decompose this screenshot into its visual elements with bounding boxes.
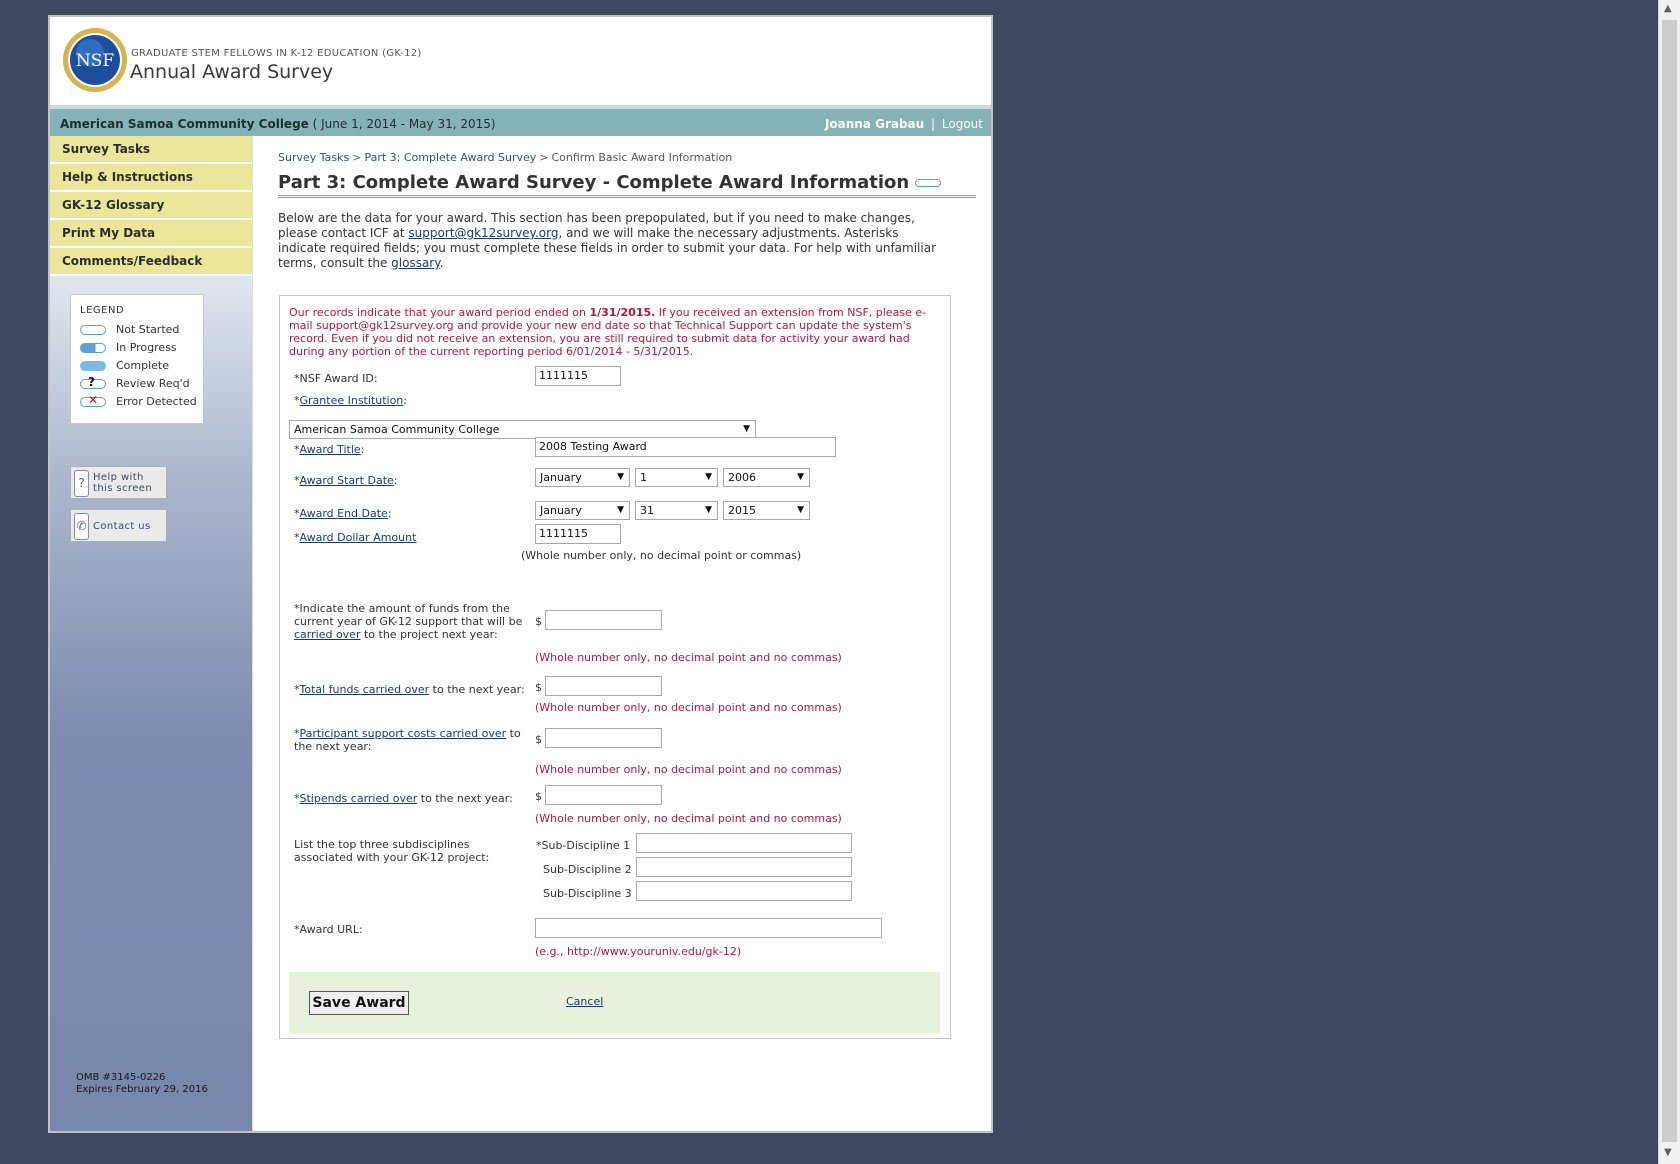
end-month-select[interactable]: January ▼ <box>535 501 630 520</box>
intro-text: Below are the data for your award. This section has been prepopulated, but if you need to make changes, please contact ICF at support@gk12survey.org, and we will make the necessary adjustments. Asterisks indicate required fields; you must complete these fields in order to submit your data. For help with unfamiliar terms, consult the glossary. <box>278 211 936 270</box>
total-funds-carried-over-label: *Total funds carried over to the next year: <box>294 683 525 696</box>
complete-icon <box>80 361 106 371</box>
end-year-select[interactable]: 2015 ▼ <box>723 501 810 520</box>
subdisciplines-label: List the top three subdisciplines associated with your GK-12 project: <box>294 838 490 864</box>
start-day-select[interactable]: 1 ▼ <box>635 468 718 487</box>
chevron-down-icon: ▼ <box>705 505 712 515</box>
start-year-select[interactable]: 2006 ▼ <box>723 468 810 487</box>
help-with-screen-button[interactable]: ? Help with this screen <box>70 466 167 499</box>
phone-icon: ✆ <box>74 513 89 540</box>
carried-over-link[interactable]: carried over <box>294 628 361 641</box>
sub-discipline-2-label: Sub-Discipline 2 <box>543 863 632 876</box>
scroll-down-arrow-icon[interactable]: ▼ <box>1664 1147 1672 1158</box>
cancel-link[interactable]: Cancel <box>566 995 604 1008</box>
form-actions <box>289 972 940 1034</box>
nav-survey-tasks[interactable]: Survey Tasks <box>50 136 252 164</box>
page-frame <box>48 15 993 1133</box>
award-url-hint: (e.g., http://www.youruniv.edu/gk-12) <box>535 945 742 958</box>
header-subtitle: GRADUATE STEM FELLOWS IN K-12 EDUCATION (GK-12) <box>131 48 422 59</box>
scrollbar-thumb[interactable] <box>1662 20 1677 1142</box>
award-dollar-amount-link[interactable]: Award Dollar Amount <box>299 531 417 544</box>
carryover-funds-input[interactable] <box>545 610 662 630</box>
grantee-institution-select[interactable]: American Samoa Community College ▼ <box>289 420 756 439</box>
award-title-label: *Award Title: <box>294 443 365 456</box>
grantee-institution-link[interactable]: Grantee Institution <box>299 394 404 407</box>
chevron-down-icon: ▼ <box>705 472 712 482</box>
nav-print-my-data[interactable]: Print My Data <box>50 220 252 248</box>
participant-support-input[interactable] <box>545 728 662 748</box>
carryover-funds-hint: (Whole number only, no decimal point and no commas) <box>535 651 842 664</box>
omb-notice: OMB #3145-0226 Expires February 29, 2016 <box>76 1072 208 1095</box>
award-dollar-amount-label: *Award Dollar Amount <box>294 531 417 544</box>
breadcrumb: Survey Tasks > Part 3: Complete Award Survey > Confirm Basic Award Information <box>278 151 733 164</box>
user-separator: | <box>931 117 936 131</box>
institution-info <box>60 117 496 131</box>
chevron-down-icon: ▼ <box>797 472 804 482</box>
user-name: Joanna Grabau <box>824 117 925 131</box>
not-started-status-icon <box>915 179 941 187</box>
nsf-logo <box>62 27 128 93</box>
save-award-button[interactable]: Save Award <box>309 991 409 1015</box>
main-content <box>252 136 992 1131</box>
glossary-link[interactable]: glossary <box>391 256 440 270</box>
user-area <box>825 117 983 131</box>
end-day-select[interactable]: 31 ▼ <box>635 501 718 520</box>
site-header <box>50 17 991 105</box>
award-start-date-label: *Award Start Date: <box>294 474 398 487</box>
chevron-down-icon: ▼ <box>617 472 624 482</box>
award-form <box>279 295 951 1039</box>
total-funds-carried-over-link[interactable]: Total funds carried over <box>299 683 430 696</box>
currency-symbol: $ <box>535 790 542 803</box>
nav-comments-feedback[interactable]: Comments/Feedback <box>50 248 252 276</box>
breadcrumb-current: Confirm Basic Award Information <box>551 151 733 164</box>
app-title: Annual Award Survey <box>130 61 334 83</box>
logout-link[interactable]: Logout <box>941 117 983 131</box>
award-period-warning: Our records indicate that your award period ended on 1/31/2015. If you received an extension from NSF, please e-mail support@gk12survey.org and provide your new end date so that Technical Support can update the system's record. Even if you did not receive an extension, you are still required to submit data for activity your award had during any portion of the current reporting period 6/01/2014 - 5/31/2015. <box>289 306 927 358</box>
contact-us-button[interactable]: ✆ Contact us <box>70 509 167 542</box>
grantee-institution-label: *Grantee Institution: <box>294 394 407 407</box>
svg-text:NSF: NSF <box>75 51 115 71</box>
institution-name: American Samoa Community College <box>60 117 309 131</box>
breadcrumb-survey-tasks[interactable]: Survey Tasks <box>278 151 350 164</box>
nav-glossary[interactable]: GK-12 Glossary <box>50 192 252 220</box>
award-url-label: *Award URL: <box>294 923 363 936</box>
award-end-date-link[interactable]: Award End Date <box>299 507 388 520</box>
amount-hint: (Whole number only, no decimal point or commas) <box>521 549 802 562</box>
sub-discipline-1-input[interactable] <box>636 833 852 853</box>
stipends-carried-over-link[interactable]: Stipends carried over <box>299 792 418 805</box>
page-title: Part 3: Complete Award Survey - Complete Award Information <box>278 172 976 198</box>
in-progress-icon <box>80 343 106 353</box>
award-title-link[interactable]: Award Title <box>299 443 361 456</box>
breadcrumb-part3[interactable]: Part 3: Complete Award Survey <box>364 151 537 164</box>
carryover-funds-label: *Indicate the amount of funds from the current year of GK-12 support that will be carried over to the project next year: <box>294 602 523 641</box>
sidebar <box>50 136 252 1131</box>
status-legend: LEGEND Not Started In Progress Complete ? Review Req'd ✕ Error Detected <box>70 294 204 424</box>
stipends-carried-over-input[interactable] <box>545 785 662 805</box>
award-id-label: *NSF Award ID: <box>294 372 378 385</box>
chevron-down-icon: ▼ <box>743 424 750 434</box>
participant-support-label: *Participant support costs carried over to the next year: <box>294 727 521 753</box>
legend-title: LEGEND <box>80 305 125 316</box>
participant-support-link[interactable]: Participant support costs carried over <box>299 727 507 740</box>
info-bar <box>50 105 991 136</box>
not-started-icon <box>80 325 106 335</box>
reporting-period: ( June 1, 2014 - May 31, 2015) <box>312 117 496 131</box>
award-start-date-link[interactable]: Award Start Date <box>299 474 394 487</box>
currency-symbol: $ <box>535 681 542 694</box>
currency-symbol: $ <box>535 615 542 628</box>
sub-discipline-2-input[interactable] <box>636 857 852 877</box>
nav-help-instructions[interactable]: Help & Instructions <box>50 164 252 192</box>
award-end-date-label: *Award End Date: <box>294 507 392 520</box>
support-email-link[interactable]: support@gk12survey.org <box>408 226 559 240</box>
sidebar-nav <box>50 136 252 276</box>
chevron-down-icon: ▼ <box>797 505 804 515</box>
stipends-carried-over-label: *Stipends carried over to the next year: <box>294 792 513 805</box>
total-funds-hint: (Whole number only, no decimal point and no commas) <box>535 701 842 714</box>
window-scrollbar[interactable] <box>1658 0 1680 1164</box>
award-title-input[interactable]: 2008 Testing Award <box>535 437 836 457</box>
review-required-icon: ? <box>80 379 106 389</box>
award-id-input[interactable]: 1111115 <box>535 366 621 386</box>
participant-support-hint: (Whole number only, no decimal point and no commas) <box>535 763 842 776</box>
award-dollar-amount-input[interactable]: 1111115 <box>535 524 621 544</box>
total-funds-carried-over-input[interactable] <box>545 676 662 696</box>
currency-symbol: $ <box>535 733 542 746</box>
stipends-hint: (Whole number only, no decimal point and no commas) <box>535 812 842 825</box>
award-url-input[interactable] <box>535 918 882 938</box>
start-month-select[interactable]: January ▼ <box>535 468 630 487</box>
chevron-down-icon: ▼ <box>617 505 624 515</box>
error-detected-icon: ✕ <box>80 397 106 407</box>
sub-discipline-1-label: *Sub-Discipline 1 <box>536 839 631 852</box>
scroll-up-arrow-icon[interactable]: ▲ <box>1664 3 1672 14</box>
question-icon: ? <box>74 470 89 497</box>
sub-discipline-3-input[interactable] <box>636 881 852 901</box>
sub-discipline-3-label: Sub-Discipline 3 <box>543 887 632 900</box>
